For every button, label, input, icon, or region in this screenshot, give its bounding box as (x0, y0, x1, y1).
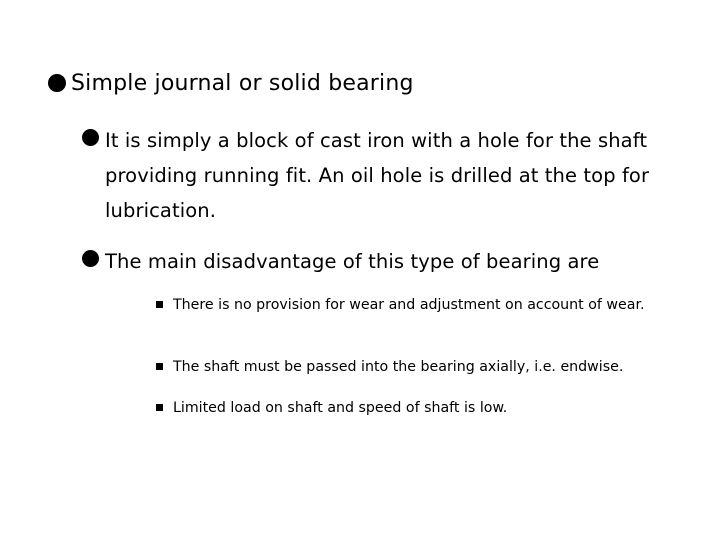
point-text: The main disadvantage of this type of bearing are (105, 250, 600, 273)
point-item (82, 123, 682, 228)
point-text: It is simply a block of cast iron with a hole for the shaft providing running fit. An oil hole is drilled at the top for lubrication. (105, 129, 650, 222)
point-item (82, 244, 682, 279)
bullet-dot-icon (82, 250, 99, 267)
bullet-dot-icon (48, 74, 66, 92)
bullet-square-icon (156, 301, 163, 308)
subpoint-item (156, 293, 693, 318)
bullet-dot-icon (82, 129, 99, 146)
subpoint-item (156, 396, 693, 421)
subpoint-item (156, 355, 693, 380)
subpoint-text: Limited load on shaft and speed of shaft is low. (173, 400, 508, 416)
bullet-square-icon (156, 363, 163, 370)
subpoint-text: The shaft must be passed into the bearing axially, i.e. endwise. (173, 359, 624, 375)
heading-item (48, 68, 414, 100)
heading-text: Simple journal or solid bearing (71, 71, 414, 96)
subpoint-text: There is no provision for wear and adjustment on account of wear. (173, 297, 645, 313)
bullet-square-icon (156, 404, 163, 411)
